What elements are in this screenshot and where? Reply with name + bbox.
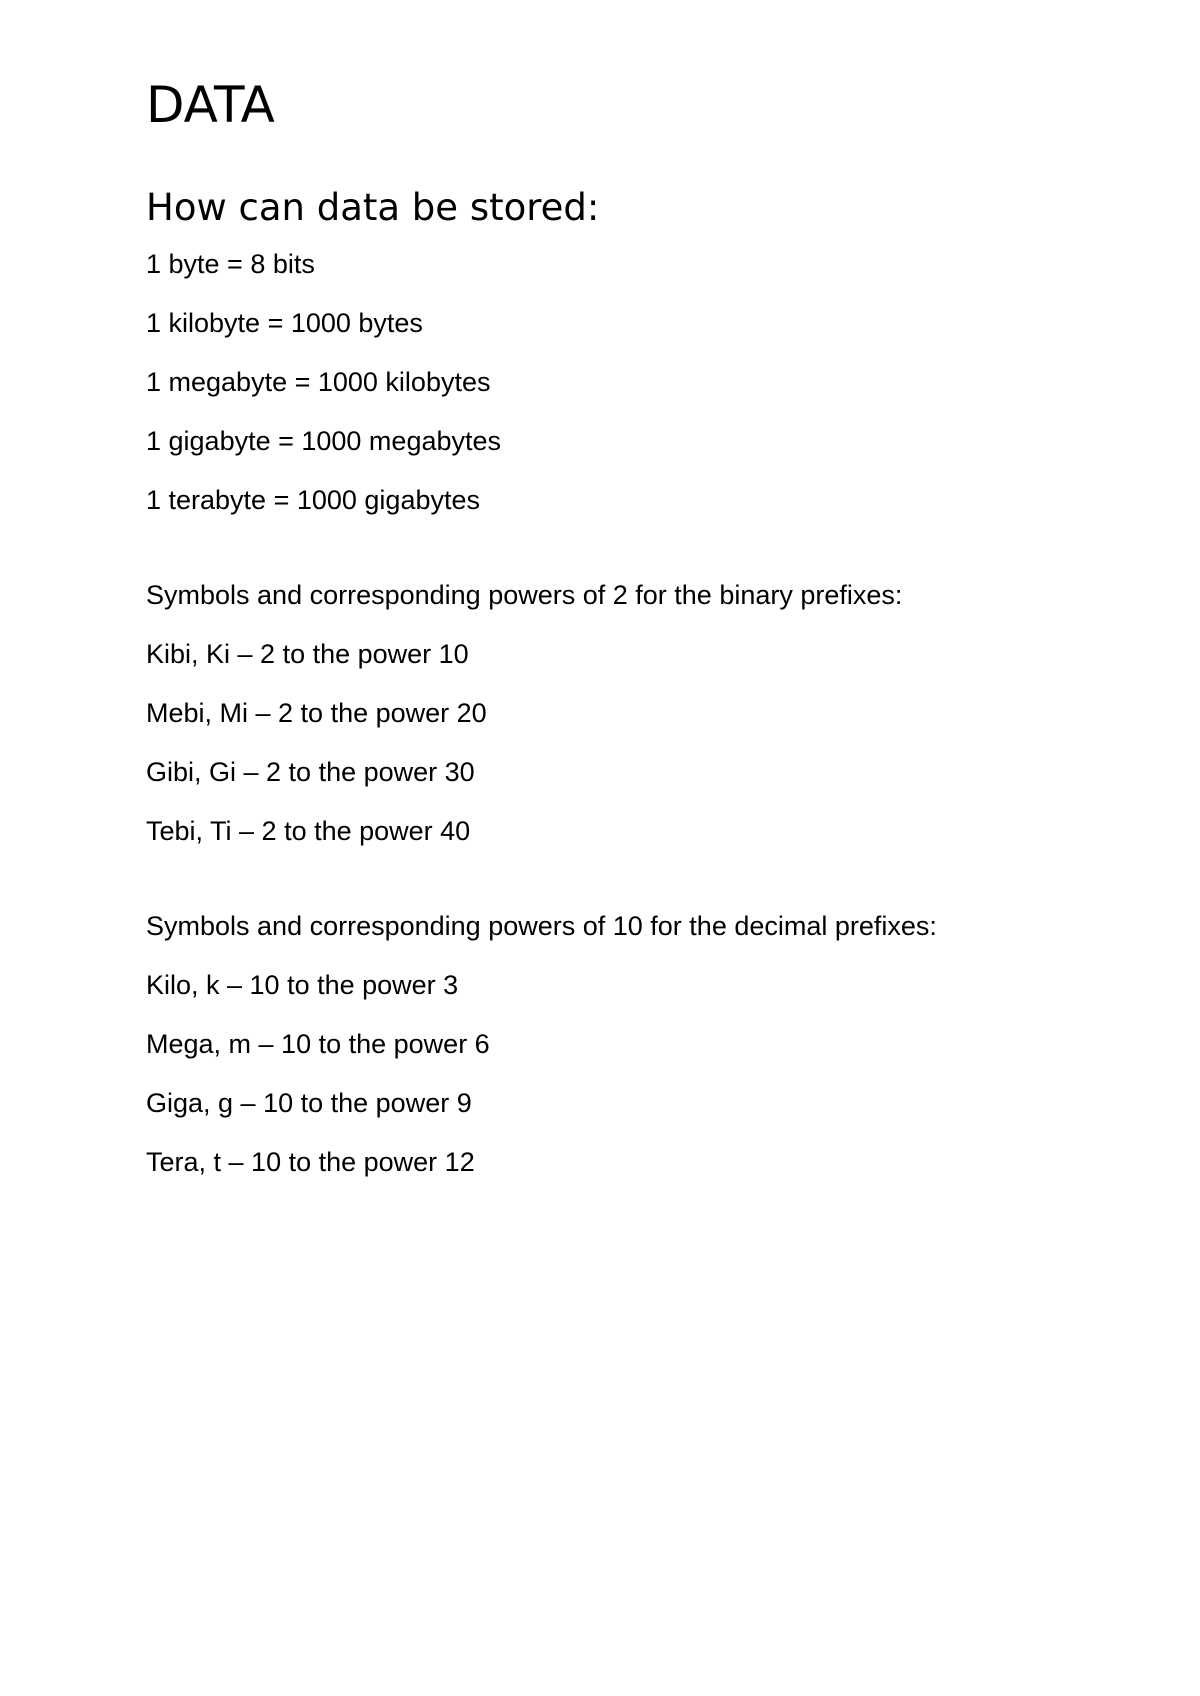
document-body	[146, 70, 1046, 1180]
decimal-prefix-line: Kilo, k – 10 to the power 3	[146, 970, 459, 1000]
binary-prefix-line: Mebi, Mi – 2 to the power 20	[146, 698, 487, 728]
storage-unit-line: 1 byte = 8 bits	[146, 249, 315, 279]
decimal-prefix-line: Giga, g – 10 to the power 9	[146, 1088, 472, 1118]
storage-unit-line: 1 gigabyte = 1000 megabytes	[146, 426, 502, 456]
decimal-prefix-line: Mega, m – 10 to the power 6	[146, 1029, 490, 1059]
paragraph-spacer	[146, 518, 1046, 577]
binary-prefixes-heading: Symbols and corresponding powers of 2 for the binary prefixes:	[146, 580, 903, 610]
decimal-prefixes-heading: Symbols and corresponding powers of 10 for the decimal prefixes:	[146, 911, 937, 941]
binary-prefix-line: Tebi, Ti – 2 to the power 40	[146, 816, 471, 846]
storage-unit-line: 1 terabyte = 1000 gigabytes	[146, 485, 480, 515]
paragraph-spacer	[146, 849, 1046, 908]
decimal-prefix-line: Tera, t – 10 to the power 12	[146, 1147, 475, 1177]
document-title: DATA	[146, 76, 275, 134]
storage-unit-line: 1 megabyte = 1000 kilobytes	[146, 367, 491, 397]
binary-prefix-line: Kibi, Ki – 2 to the power 10	[146, 639, 469, 669]
storage-unit-line: 1 kilobyte = 1000 bytes	[146, 308, 423, 338]
binary-prefix-line: Gibi, Gi – 2 to the power 30	[146, 757, 475, 787]
storage-heading: How can data be stored:	[146, 186, 600, 229]
